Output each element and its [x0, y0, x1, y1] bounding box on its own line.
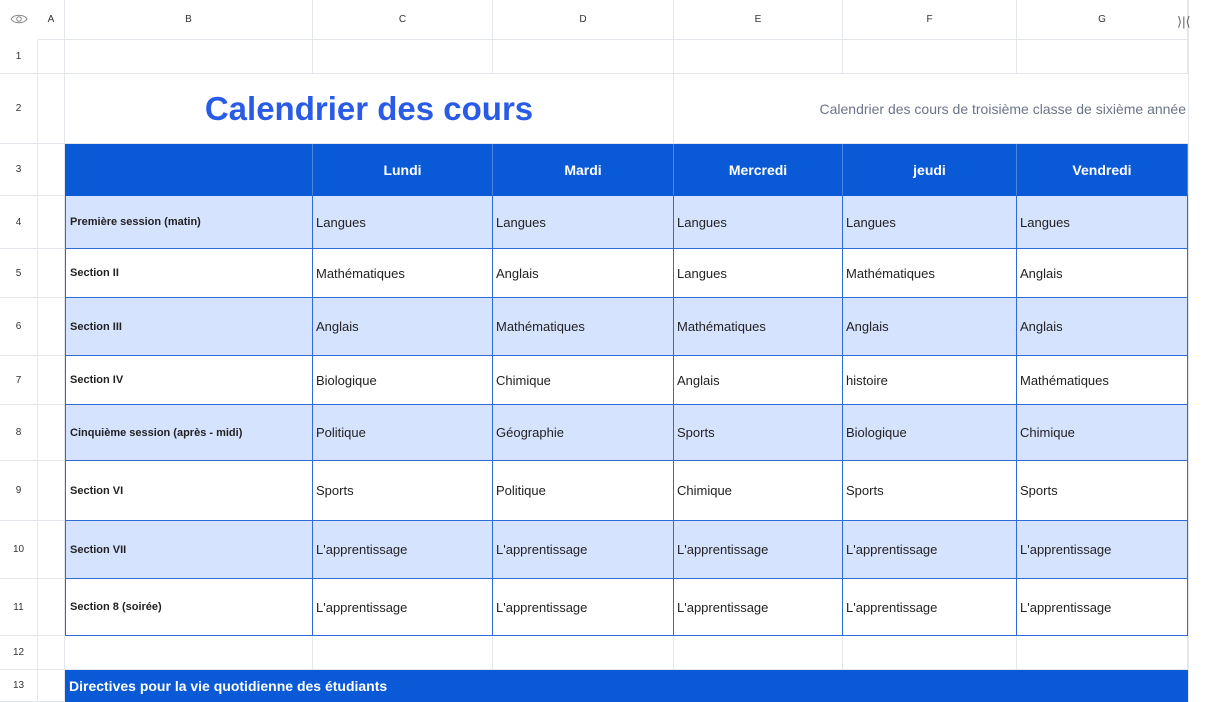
- row-header-3[interactable]: 3: [0, 144, 38, 196]
- cell-a4[interactable]: [38, 196, 65, 249]
- schedule-cell[interactable]: Anglais: [313, 298, 493, 356]
- session-label[interactable]: Section 8 (soirée): [65, 579, 313, 636]
- page-subtitle[interactable]: Calendrier des cours de troisième classe de sixième année: [674, 74, 1188, 144]
- page-title[interactable]: Calendrier des cours: [65, 74, 674, 144]
- schedule-cell[interactable]: Anglais: [843, 298, 1017, 356]
- schedule-cell[interactable]: L'apprentissage: [313, 521, 493, 579]
- schedule-cell[interactable]: Langues: [843, 196, 1017, 249]
- row-header-1[interactable]: 1: [0, 40, 38, 74]
- schedule-cell[interactable]: L'apprentissage: [1017, 521, 1188, 579]
- table-header-corner[interactable]: [65, 144, 313, 196]
- day-header[interactable]: jeudi: [843, 144, 1017, 196]
- row-header-13[interactable]: 13: [0, 670, 38, 702]
- schedule-cell[interactable]: Biologique: [313, 356, 493, 405]
- cell-a1[interactable]: [38, 40, 65, 74]
- schedule-cell[interactable]: L'apprentissage: [843, 579, 1017, 636]
- schedule-cell[interactable]: Géographie: [493, 405, 674, 461]
- schedule-cell[interactable]: L'apprentissage: [493, 521, 674, 579]
- column-header-d[interactable]: D: [493, 0, 674, 40]
- freeze-columns-icon[interactable]: ⟩|⟨: [1177, 14, 1191, 29]
- empty-cell[interactable]: [313, 40, 493, 74]
- cell-a13[interactable]: [38, 670, 65, 702]
- column-header-b[interactable]: B: [65, 0, 313, 40]
- row-header-6[interactable]: 6: [0, 298, 38, 356]
- day-header[interactable]: Mardi: [493, 144, 674, 196]
- cell-a8[interactable]: [38, 405, 65, 461]
- schedule-cell[interactable]: Chimique: [1017, 405, 1188, 461]
- schedule-cell[interactable]: Mathématiques: [674, 298, 843, 356]
- row-header-10[interactable]: 10: [0, 521, 38, 579]
- schedule-cell[interactable]: Mathématiques: [313, 249, 493, 298]
- empty-cell[interactable]: [313, 636, 493, 670]
- column-header-g[interactable]: G: [1017, 0, 1188, 40]
- day-header[interactable]: Lundi: [313, 144, 493, 196]
- cell-a6[interactable]: [38, 298, 65, 356]
- empty-cell[interactable]: [65, 636, 313, 670]
- column-header-f[interactable]: F: [843, 0, 1017, 40]
- row-header-9[interactable]: 9: [0, 461, 38, 521]
- cell-a7[interactable]: [38, 356, 65, 405]
- column-header-a[interactable]: A: [38, 0, 65, 40]
- schedule-cell[interactable]: Langues: [674, 249, 843, 298]
- schedule-cell[interactable]: L'apprentissage: [674, 521, 843, 579]
- row-header-7[interactable]: 7: [0, 356, 38, 405]
- empty-cell[interactable]: [843, 636, 1017, 670]
- cell-a5[interactable]: [38, 249, 65, 298]
- empty-cell[interactable]: [674, 636, 843, 670]
- empty-cell[interactable]: [674, 40, 843, 74]
- empty-cell[interactable]: [493, 636, 674, 670]
- schedule-cell[interactable]: Anglais: [674, 356, 843, 405]
- schedule-cell[interactable]: Chimique: [674, 461, 843, 521]
- row-header-4[interactable]: 4: [0, 196, 38, 249]
- schedule-cell[interactable]: Anglais: [1017, 298, 1188, 356]
- day-header[interactable]: Vendredi: [1017, 144, 1188, 196]
- empty-cell[interactable]: [843, 40, 1017, 74]
- directives-banner[interactable]: Directives pour la vie quotidienne des étudiants: [65, 670, 1188, 702]
- day-header[interactable]: Mercredi: [674, 144, 843, 196]
- schedule-cell[interactable]: Politique: [493, 461, 674, 521]
- empty-cell[interactable]: [493, 40, 674, 74]
- schedule-cell[interactable]: Biologique: [843, 405, 1017, 461]
- right-gutter: [1188, 0, 1210, 702]
- cell-a3[interactable]: [38, 144, 65, 196]
- row-header-12[interactable]: 12: [0, 636, 38, 670]
- cell-a9[interactable]: [38, 461, 65, 521]
- schedule-cell[interactable]: Sports: [674, 405, 843, 461]
- row-header-2[interactable]: 2: [0, 74, 38, 144]
- cell-a11[interactable]: [38, 579, 65, 636]
- empty-cell[interactable]: [1017, 636, 1188, 670]
- schedule-cell[interactable]: Langues: [493, 196, 674, 249]
- schedule-cell[interactable]: L'apprentissage: [843, 521, 1017, 579]
- cell-a2[interactable]: [38, 74, 65, 144]
- cell-a10[interactable]: [38, 521, 65, 579]
- session-label[interactable]: Section III: [65, 298, 313, 356]
- schedule-cell[interactable]: Langues: [313, 196, 493, 249]
- schedule-cell[interactable]: Mathématiques: [843, 249, 1017, 298]
- schedule-cell[interactable]: L'apprentissage: [313, 579, 493, 636]
- cell-a12[interactable]: [38, 636, 65, 670]
- column-header-c[interactable]: C: [313, 0, 493, 40]
- row-header-8[interactable]: 8: [0, 405, 38, 461]
- schedule-cell[interactable]: Sports: [1017, 461, 1188, 521]
- schedule-cell[interactable]: Anglais: [493, 249, 674, 298]
- row-header-5[interactable]: 5: [0, 249, 38, 298]
- session-label[interactable]: Première session (matin): [65, 196, 313, 249]
- schedule-cell[interactable]: L'apprentissage: [1017, 579, 1188, 636]
- session-label[interactable]: Section IV: [65, 356, 313, 405]
- schedule-cell[interactable]: L'apprentissage: [674, 579, 843, 636]
- schedule-cell[interactable]: histoire: [843, 356, 1017, 405]
- session-label[interactable]: Section VI: [65, 461, 313, 521]
- schedule-cell[interactable]: Mathématiques: [493, 298, 674, 356]
- session-label[interactable]: Cinquième session (après - midi): [65, 405, 313, 461]
- schedule-cell[interactable]: Politique: [313, 405, 493, 461]
- schedule-cell[interactable]: L'apprentissage: [493, 579, 674, 636]
- session-label[interactable]: Section VII: [65, 521, 313, 579]
- schedule-cell[interactable]: Mathématiques: [1017, 356, 1188, 405]
- schedule-cell[interactable]: Langues: [674, 196, 843, 249]
- empty-cell[interactable]: [1017, 40, 1188, 74]
- schedule-cell[interactable]: Chimique: [493, 356, 674, 405]
- column-header-e[interactable]: E: [674, 0, 843, 40]
- schedule-cell[interactable]: Sports: [843, 461, 1017, 521]
- schedule-cell[interactable]: Langues: [1017, 196, 1188, 249]
- row-header-11[interactable]: 11: [0, 579, 38, 636]
- session-label[interactable]: Section II: [65, 249, 313, 298]
- empty-cell[interactable]: [65, 40, 313, 74]
- schedule-cell[interactable]: Sports: [313, 461, 493, 521]
- schedule-cell[interactable]: Anglais: [1017, 249, 1188, 298]
